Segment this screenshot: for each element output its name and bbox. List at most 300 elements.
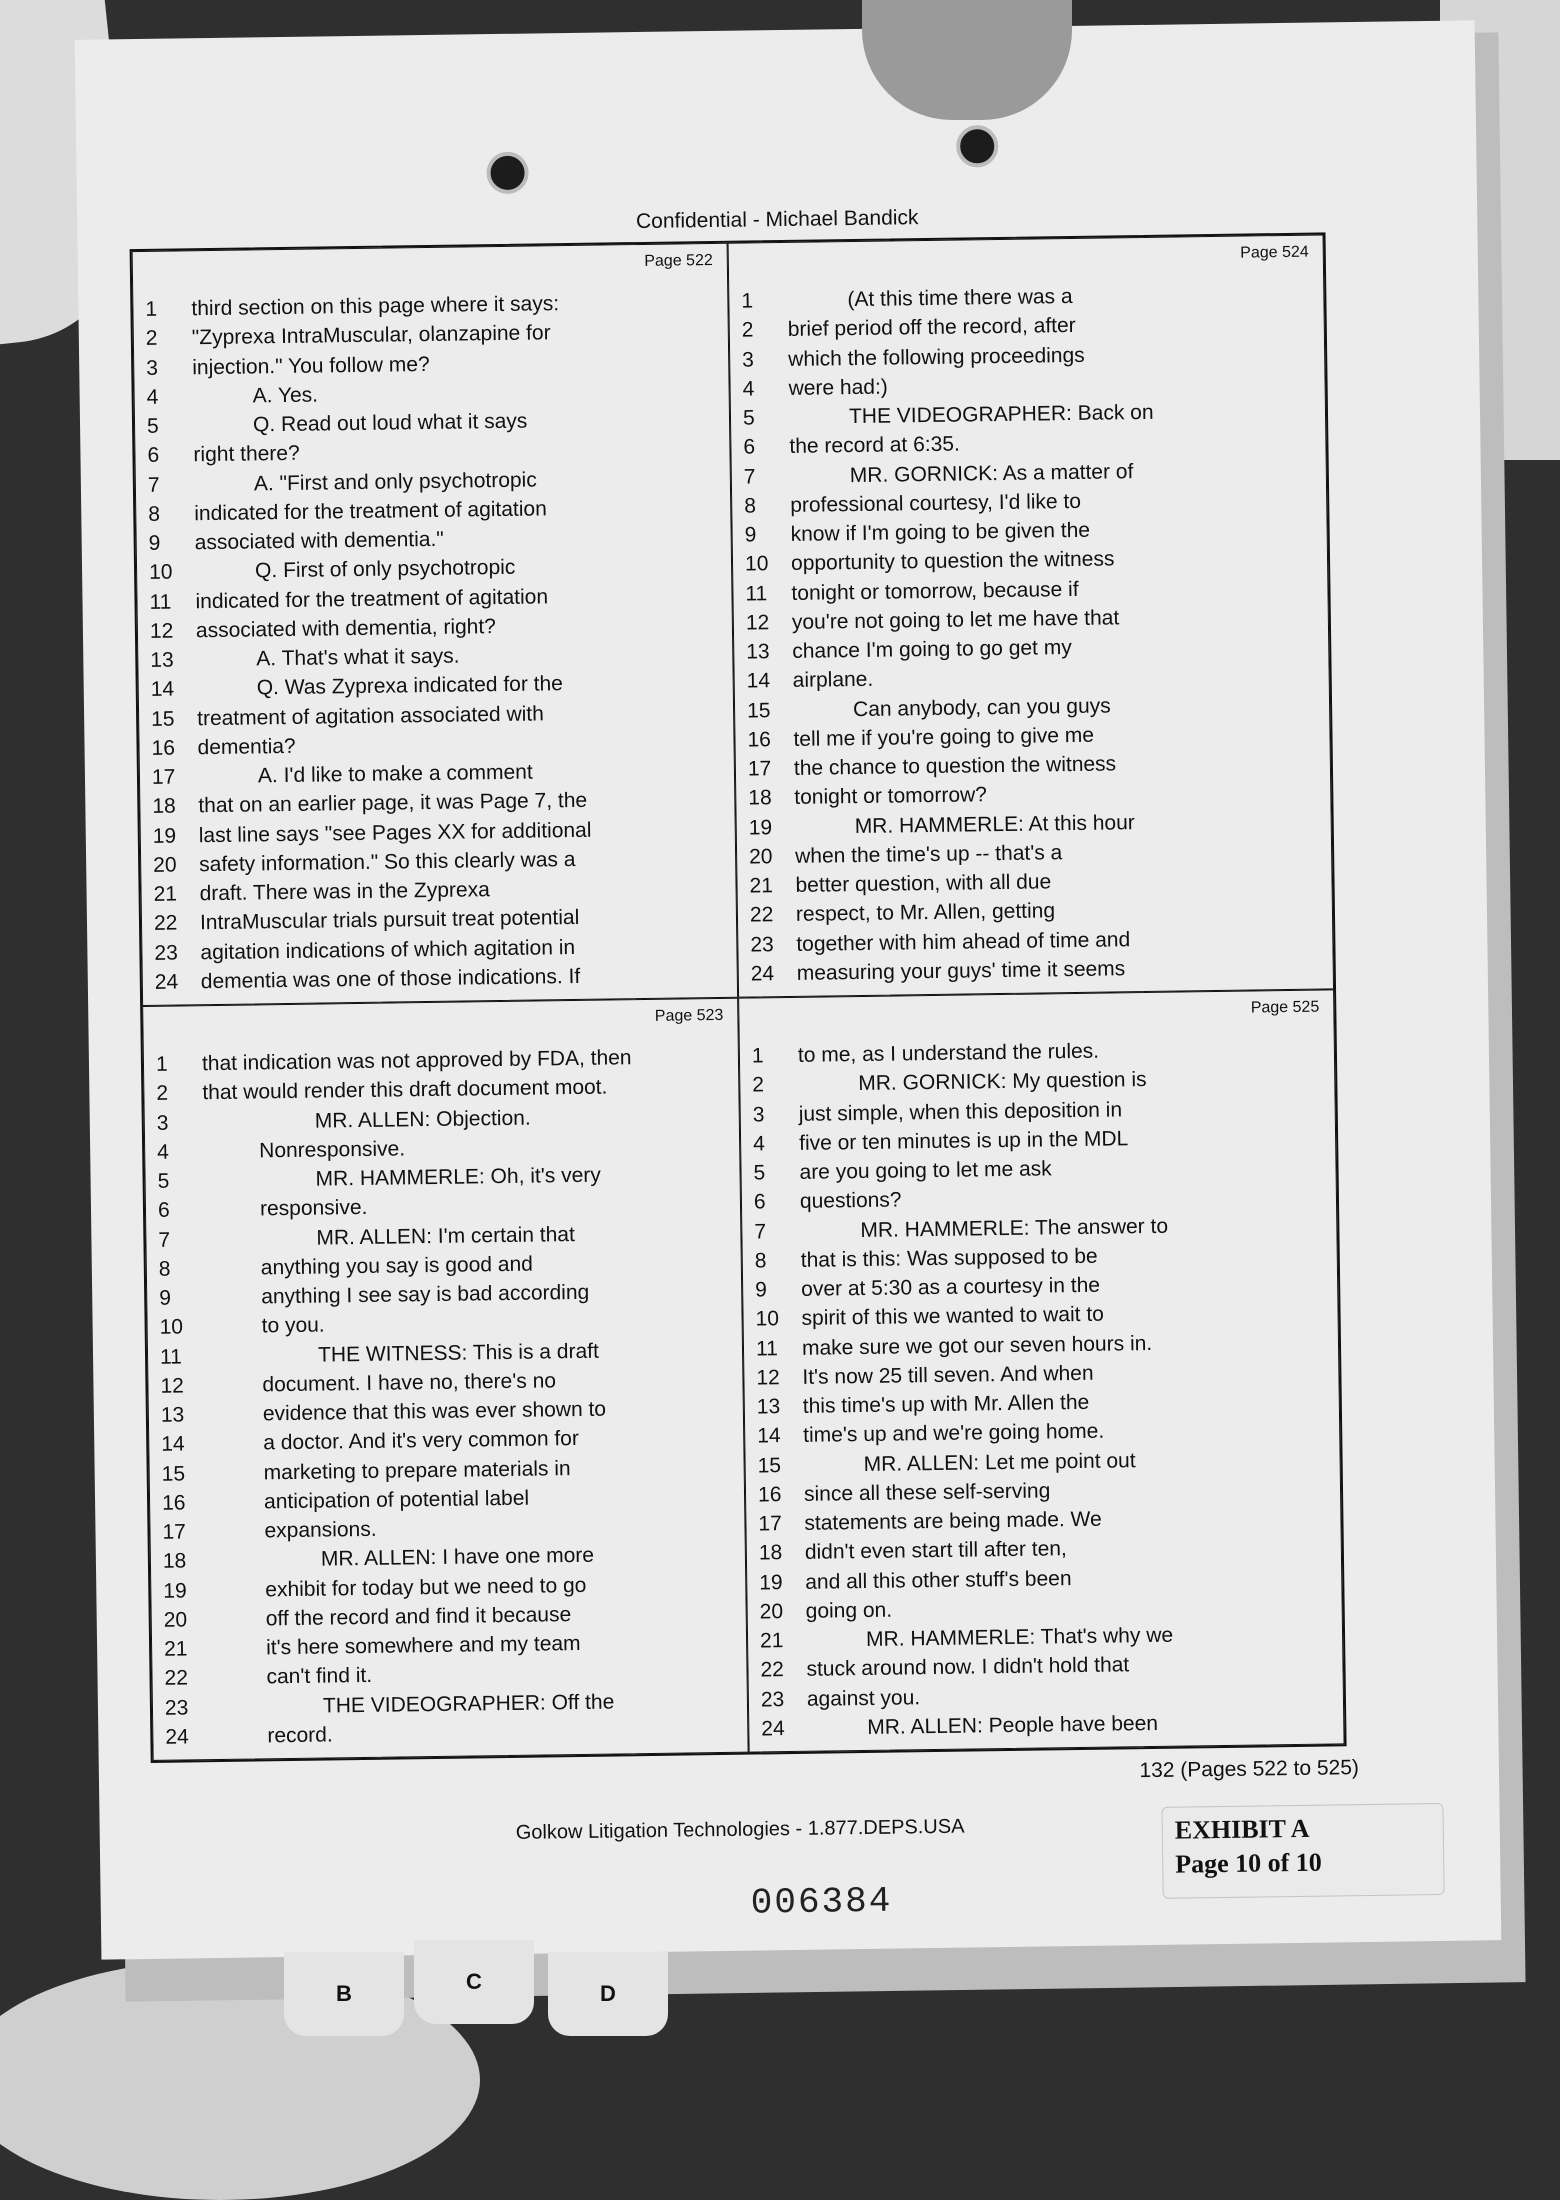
line-text: the chance to question the witness	[793, 752, 1117, 780]
line-text: MR. GORNICK: As a matter of	[849, 459, 1134, 487]
line-text: the record at 6:35.	[789, 432, 961, 459]
transcript-line	[159, 1279, 731, 1311]
transcript-line	[147, 436, 719, 468]
line-number: 11	[755, 1336, 778, 1360]
transcript-line	[757, 1387, 1329, 1419]
line-number: 18	[162, 1549, 187, 1574]
line-text: together with him ahead of time and	[796, 927, 1131, 956]
line-text: dementia?	[197, 734, 296, 759]
line-text: dementia was one of those indications. If	[200, 964, 581, 993]
line-text: MR. GORNICK: My question is	[858, 1068, 1147, 1096]
transcript-line	[156, 1045, 728, 1077]
divider-tab-d[interactable]: D	[548, 1952, 668, 2036]
line-text: treatment of agitation associated with	[196, 701, 544, 730]
transcript-line	[153, 816, 725, 848]
bates-number: 006384	[750, 1880, 893, 1924]
line-text: just simple, when this deposition in	[798, 1097, 1123, 1126]
transcript-line	[749, 808, 1321, 840]
line-number: 10	[159, 1315, 184, 1340]
transcript-line	[748, 750, 1320, 782]
transcript-line	[153, 846, 725, 878]
transcript-line	[151, 699, 723, 731]
punch-hole-right	[956, 125, 999, 168]
line-number: 9	[148, 531, 161, 555]
divider-tab-c[interactable]: C	[414, 1940, 534, 2024]
line-number: 3	[156, 1111, 169, 1135]
transcript-line	[156, 1074, 728, 1106]
transcript-line	[759, 1534, 1331, 1566]
line-text: MR. ALLEN: Objection.	[314, 1106, 531, 1133]
line-text: didn't even start till after ten,	[804, 1537, 1067, 1565]
transcript-line	[745, 545, 1317, 577]
line-text: Q. Read out loud what it says	[252, 409, 528, 437]
transcript-line	[745, 574, 1317, 606]
transcript-line	[146, 378, 718, 410]
line-number: 13	[746, 640, 770, 664]
line-number: 6	[147, 443, 160, 468]
line-number: 7	[158, 1228, 171, 1252]
line-number: 3	[146, 356, 159, 380]
line-number: 3	[752, 1102, 765, 1127]
transcript-line	[755, 1300, 1327, 1332]
transcript-line	[164, 1601, 736, 1633]
line-number: 15	[746, 698, 771, 723]
line-text: Q. First of only psychotropic	[254, 556, 516, 583]
transcript-line	[158, 1191, 730, 1223]
line-text: (At this time there was a	[847, 284, 1073, 312]
transcript-line	[148, 465, 720, 497]
transcript-line	[157, 1133, 729, 1165]
line-number: 12	[160, 1374, 184, 1398]
transcript-line	[152, 787, 724, 819]
line-text: draft. There was in the Zyprexa	[199, 878, 490, 906]
line-number: 8	[744, 494, 757, 518]
transcript-line	[742, 340, 1314, 372]
line-number: 12	[745, 610, 770, 635]
line-number: 6	[157, 1198, 170, 1223]
transcript-line	[750, 896, 1322, 928]
line-text: were had:)	[788, 375, 888, 400]
line-number: 4	[157, 1140, 170, 1164]
transcript-line	[752, 1066, 1324, 1098]
line-text: MR. ALLEN: Let me point out	[863, 1448, 1136, 1476]
line-text: evidence that this was ever shown to	[262, 1397, 607, 1426]
line-text: stuck around now. I didn't hold that	[806, 1653, 1130, 1682]
page-label: Page 522	[644, 251, 713, 270]
transcript-line	[157, 1162, 729, 1194]
line-text: and all this other stuff's been	[805, 1566, 1072, 1594]
line-text: professional courtesy, I'd like to	[790, 489, 1082, 517]
transcript-line	[760, 1651, 1332, 1683]
line-number: 8	[754, 1249, 767, 1273]
line-text: responsive.	[259, 1196, 368, 1221]
line-text: time's up and we're going home.	[803, 1419, 1105, 1448]
line-text: indicated for the treatment of agitation	[194, 497, 547, 525]
transcript-line	[754, 1183, 1326, 1215]
line-number: 19	[152, 824, 177, 848]
transcript-line	[164, 1630, 736, 1662]
transcript-line	[750, 925, 1322, 957]
page-range: 132 (Pages 522 to 525)	[1139, 1756, 1360, 1783]
transcript-line	[759, 1563, 1331, 1595]
transcript-lines	[145, 290, 727, 995]
line-number: 7	[147, 473, 160, 497]
line-number: 19	[759, 1570, 783, 1594]
transcript-line	[151, 729, 723, 761]
line-number: 2	[145, 326, 158, 351]
transcript-line	[746, 633, 1318, 665]
transcript-line	[149, 582, 721, 614]
line-text: make sure we got our seven hours in.	[801, 1331, 1153, 1360]
line-number: 17	[151, 765, 176, 789]
line-number: 11	[159, 1344, 183, 1369]
transcript-line	[146, 319, 718, 351]
line-text: A. Yes.	[252, 383, 319, 408]
transcript-line	[757, 1417, 1329, 1449]
transcript-line	[161, 1396, 733, 1428]
line-number: 22	[760, 1658, 785, 1682]
line-number: 3	[742, 347, 755, 372]
transcript-line	[758, 1504, 1330, 1536]
line-number: 11	[745, 581, 768, 606]
line-number: 24	[154, 970, 179, 994]
transcript-line	[150, 612, 722, 644]
transcript-line	[163, 1542, 735, 1574]
line-text: MR. HAMMERLE: At this hour	[854, 810, 1135, 838]
line-text: that would render this draft document moot.	[202, 1075, 608, 1105]
line-text: A. I'd like to make a comment	[257, 760, 533, 788]
line-number: 24	[750, 961, 775, 986]
line-number: 19	[748, 815, 773, 840]
line-number: 13	[160, 1403, 185, 1427]
line-text: respect, to Mr. Allen, getting	[795, 899, 1056, 927]
line-number: 15	[161, 1461, 186, 1486]
line-text: associated with dementia."	[194, 527, 444, 555]
transcript-line	[744, 516, 1316, 548]
transcript-page-522	[132, 243, 738, 1006]
transcript-line	[747, 662, 1319, 694]
transcript-line	[165, 1718, 737, 1750]
line-number: 23	[760, 1687, 785, 1711]
line-text: against you.	[806, 1685, 921, 1711]
line-number: 8	[148, 502, 161, 526]
transcript-line	[749, 837, 1321, 869]
line-text: document. I have no, there's no	[262, 1369, 557, 1397]
line-number: 2	[156, 1081, 169, 1106]
line-number: 13	[150, 648, 174, 672]
line-text: It's now 25 till seven. And when	[802, 1361, 1094, 1389]
transcript-line	[153, 875, 725, 907]
line-number: 11	[149, 590, 172, 614]
line-text: opportunity to question the witness	[790, 547, 1115, 576]
transcript-line	[160, 1367, 732, 1399]
line-text: since all these self-serving	[803, 1479, 1051, 1506]
transcript-line	[146, 348, 718, 380]
line-number: 17	[747, 757, 772, 781]
line-text: anything I see say is bad according	[261, 1280, 590, 1309]
line-text: expansions.	[264, 1517, 377, 1543]
transcript-line	[755, 1241, 1327, 1273]
transcript-line	[159, 1250, 731, 1282]
transcript-line	[159, 1308, 731, 1340]
transcript-line	[147, 407, 719, 439]
line-text: A. That's what it says.	[256, 644, 460, 671]
line-number: 15	[150, 707, 175, 731]
line-number: 21	[759, 1629, 784, 1653]
line-text: chance I'm going to go get my	[792, 636, 1072, 663]
transcript-line	[161, 1425, 733, 1457]
punch-hole-left	[486, 152, 529, 195]
line-number: 24	[761, 1716, 785, 1741]
divider-tab-b[interactable]: B	[284, 1952, 404, 2036]
line-text: third section on this page where it says:	[191, 292, 560, 321]
line-text: safety information." So this clearly was a	[199, 847, 576, 876]
transcript-line	[163, 1571, 735, 1603]
line-text: that is this: Was supposed to be	[800, 1244, 1098, 1272]
line-number: 22	[153, 911, 178, 936]
line-number: 21	[749, 874, 774, 898]
line-text: anticipation of potential label	[263, 1486, 530, 1514]
line-text: know if I'm going to be given the	[790, 518, 1091, 546]
transcript-line	[157, 1103, 729, 1135]
line-text: indicated for the treatment of agitation	[195, 584, 549, 613]
line-number: 20	[748, 844, 773, 869]
line-text: can't find it.	[266, 1664, 373, 1689]
transcript-line	[744, 457, 1316, 489]
line-text: MR. ALLEN: I'm certain that	[316, 1222, 575, 1250]
transcript-page-525	[738, 989, 1344, 1752]
transcript-line	[164, 1659, 736, 1691]
line-text: Q. Was Zyprexa indicated for the	[256, 672, 564, 700]
line-number: 22	[164, 1666, 189, 1691]
line-number: 1	[145, 297, 158, 321]
line-number: 16	[757, 1482, 782, 1507]
line-number: 21	[153, 882, 178, 906]
transcript-lines	[156, 1045, 738, 1750]
transcript-line	[743, 399, 1315, 431]
line-number: 16	[151, 736, 176, 760]
page-label: Page 523	[654, 1006, 724, 1025]
transcript-lines	[741, 282, 1323, 987]
transcript-line	[753, 1154, 1325, 1186]
line-number: 16	[747, 727, 772, 752]
line-number: 24	[165, 1725, 189, 1749]
line-text: THE VIDEOGRAPHER: Off the	[322, 1689, 615, 1718]
transcript-line	[756, 1329, 1328, 1361]
line-number: 14	[161, 1432, 185, 1457]
transcript-line	[748, 779, 1320, 811]
transcript-line	[162, 1484, 734, 1516]
line-text: "Zyprexa IntraMuscular, olanzapine for	[191, 321, 551, 350]
line-text: anything you say is good and	[260, 1252, 533, 1280]
line-text: tonight or tomorrow?	[794, 783, 988, 810]
transcript-line	[741, 282, 1313, 314]
exhibit-sticker	[1161, 1803, 1444, 1899]
line-number: 20	[163, 1608, 188, 1632]
line-text: you're not going to let me have that	[791, 606, 1120, 634]
line-text: Nonresponsive.	[259, 1137, 406, 1163]
line-number: 12	[149, 619, 174, 643]
line-text: questions?	[799, 1188, 902, 1214]
line-text: MR. HAMMERLE: Oh, it's very	[315, 1163, 601, 1191]
line-text: which the following proceedings	[788, 343, 1085, 371]
transcript-line	[158, 1220, 730, 1252]
line-number: 20	[759, 1599, 784, 1624]
line-text: injection." You follow me?	[192, 352, 430, 379]
transcript-line	[154, 904, 726, 936]
line-number: 2	[752, 1073, 765, 1097]
transcript-line	[145, 290, 717, 322]
transcript-line	[151, 670, 723, 702]
transcript-line	[754, 1212, 1326, 1244]
line-number: 9	[744, 523, 757, 547]
line-text: exhibit for today but we need to go	[265, 1573, 587, 1601]
line-text: last line says "see Pages XX for additional	[198, 818, 592, 847]
transcript-line	[761, 1680, 1333, 1712]
line-number: 4	[752, 1132, 765, 1156]
line-number: 20	[153, 853, 177, 877]
exhibit-page: Page 10 of 10	[1175, 1847, 1323, 1879]
transcript-line	[757, 1446, 1329, 1478]
line-text: agitation indications of which agitation in	[200, 935, 576, 964]
line-text: MR. HAMMERLE: That's why we	[865, 1623, 1174, 1651]
transcript-line	[753, 1124, 1325, 1156]
line-text: THE VIDEOGRAPHER: Back on	[848, 400, 1154, 429]
transcript-line	[744, 486, 1316, 518]
transcript-line	[742, 311, 1314, 343]
transcript-line	[760, 1592, 1332, 1624]
line-number: 22	[749, 903, 774, 927]
transcript-line	[148, 495, 720, 527]
line-text: tonight or tomorrow, because if	[791, 577, 1079, 605]
confidential-header: Confidential - Michael Bandick	[635, 206, 919, 234]
line-number: 8	[158, 1257, 171, 1281]
line-number: 14	[757, 1424, 781, 1448]
transcript-line	[165, 1688, 737, 1720]
line-text: off the record and find it because	[265, 1602, 572, 1631]
line-number: 10	[755, 1307, 780, 1331]
page-label: Page 524	[1240, 243, 1309, 262]
line-text: this time's up with Mr. Allen the	[802, 1390, 1090, 1418]
line-number: 14	[150, 677, 175, 702]
transcript-page-524	[728, 234, 1334, 997]
line-number: 17	[162, 1520, 187, 1544]
transcript-line	[162, 1513, 734, 1545]
transcript-line	[162, 1454, 734, 1486]
line-number: 17	[758, 1512, 782, 1536]
line-text: airplane.	[792, 668, 874, 693]
transcript-line	[149, 524, 721, 556]
line-text: brief period off the record, after	[787, 314, 1076, 342]
line-number: 23	[154, 941, 178, 965]
line-number: 9	[159, 1286, 172, 1310]
line-text: measuring your guys' time it seems	[796, 957, 1126, 985]
line-number: 6	[743, 435, 756, 459]
line-text: associated with dementia, right?	[195, 614, 497, 642]
line-text: MR. ALLEN: I have one more	[320, 1544, 595, 1571]
line-text: to you.	[261, 1313, 325, 1338]
transcript-line	[760, 1621, 1332, 1653]
transcript-line	[756, 1358, 1328, 1390]
line-number: 6	[753, 1190, 766, 1214]
line-number: 2	[741, 318, 754, 342]
transcript-line	[747, 720, 1319, 752]
line-text: record.	[267, 1723, 333, 1748]
transcript-line	[743, 428, 1315, 460]
line-text: are you going to let me ask	[799, 1157, 1052, 1184]
transcript-line	[751, 954, 1323, 986]
line-number: 10	[148, 560, 173, 585]
line-text: MR. HAMMERLE: The answer to	[860, 1214, 1169, 1242]
line-text: statements are being made. We	[804, 1507, 1102, 1535]
line-text: marketing to prepare materials in	[263, 1456, 571, 1484]
line-number: 1	[741, 289, 754, 313]
transcript-line	[755, 1271, 1327, 1303]
line-number: 23	[750, 932, 774, 957]
line-number: 9	[755, 1278, 768, 1302]
line-text: five or ten minutes is up in the MDL	[798, 1127, 1129, 1155]
line-text: tell me if you're going to give me	[793, 723, 1095, 751]
line-text: that on an earlier page, it was Page 7, the	[198, 789, 588, 818]
line-number: 12	[756, 1365, 780, 1390]
line-number: 4	[742, 377, 755, 401]
transcript-line	[149, 553, 721, 585]
line-text: a doctor. And it's very common for	[263, 1427, 580, 1455]
line-number: 14	[746, 669, 771, 693]
transcript-line	[753, 1095, 1325, 1127]
line-number: 23	[164, 1695, 189, 1720]
line-number: 7	[743, 464, 756, 489]
line-text: spirit of this we wanted to wait to	[801, 1302, 1105, 1331]
transcript-line	[746, 603, 1318, 635]
page-label: Page 525	[1250, 998, 1320, 1017]
transcript-sheet	[75, 20, 1502, 1959]
line-number: 7	[754, 1219, 767, 1243]
line-text: over at 5:30 as a courtesy in the	[801, 1273, 1101, 1301]
line-number: 5	[146, 414, 159, 438]
transcript-line	[155, 963, 727, 995]
line-number: 21	[163, 1637, 188, 1661]
line-number: 5	[157, 1169, 170, 1193]
line-number: 19	[163, 1578, 187, 1603]
transcript-lines	[752, 1037, 1334, 1742]
line-number: 18	[152, 794, 176, 819]
line-number: 5	[742, 406, 755, 430]
line-number: 1	[751, 1044, 764, 1068]
transcript-line	[761, 1709, 1333, 1741]
line-text: A. "First and only psychotropic	[253, 467, 537, 495]
transcript-line	[749, 867, 1321, 899]
line-text: going on.	[805, 1598, 893, 1623]
line-number: 5	[753, 1161, 766, 1185]
transcript-page-523	[142, 998, 748, 1761]
line-text: it's here somewhere and my team	[265, 1631, 581, 1660]
line-number: 4	[146, 385, 159, 409]
line-text: when the time's up -- that's a	[794, 840, 1063, 868]
transcript-grid	[130, 232, 1347, 1763]
line-text: to me, as I understand the rules.	[797, 1039, 1100, 1067]
company-footer: Golkow Litigation Technologies - 1.877.DEPS.USA	[515, 1815, 965, 1844]
line-number: 16	[161, 1491, 186, 1515]
line-text: IntraMuscular trials pursuit treat potential	[199, 906, 580, 935]
transcript-line	[752, 1037, 1324, 1069]
line-text: Can anybody, can you guys	[852, 693, 1111, 721]
line-number: 1	[155, 1052, 168, 1076]
exhibit-title: EXHIBIT A	[1174, 1813, 1310, 1845]
line-number: 18	[758, 1541, 783, 1565]
line-text: MR. ALLEN: People have been	[867, 1711, 1159, 1739]
line-number: 18	[748, 786, 772, 810]
